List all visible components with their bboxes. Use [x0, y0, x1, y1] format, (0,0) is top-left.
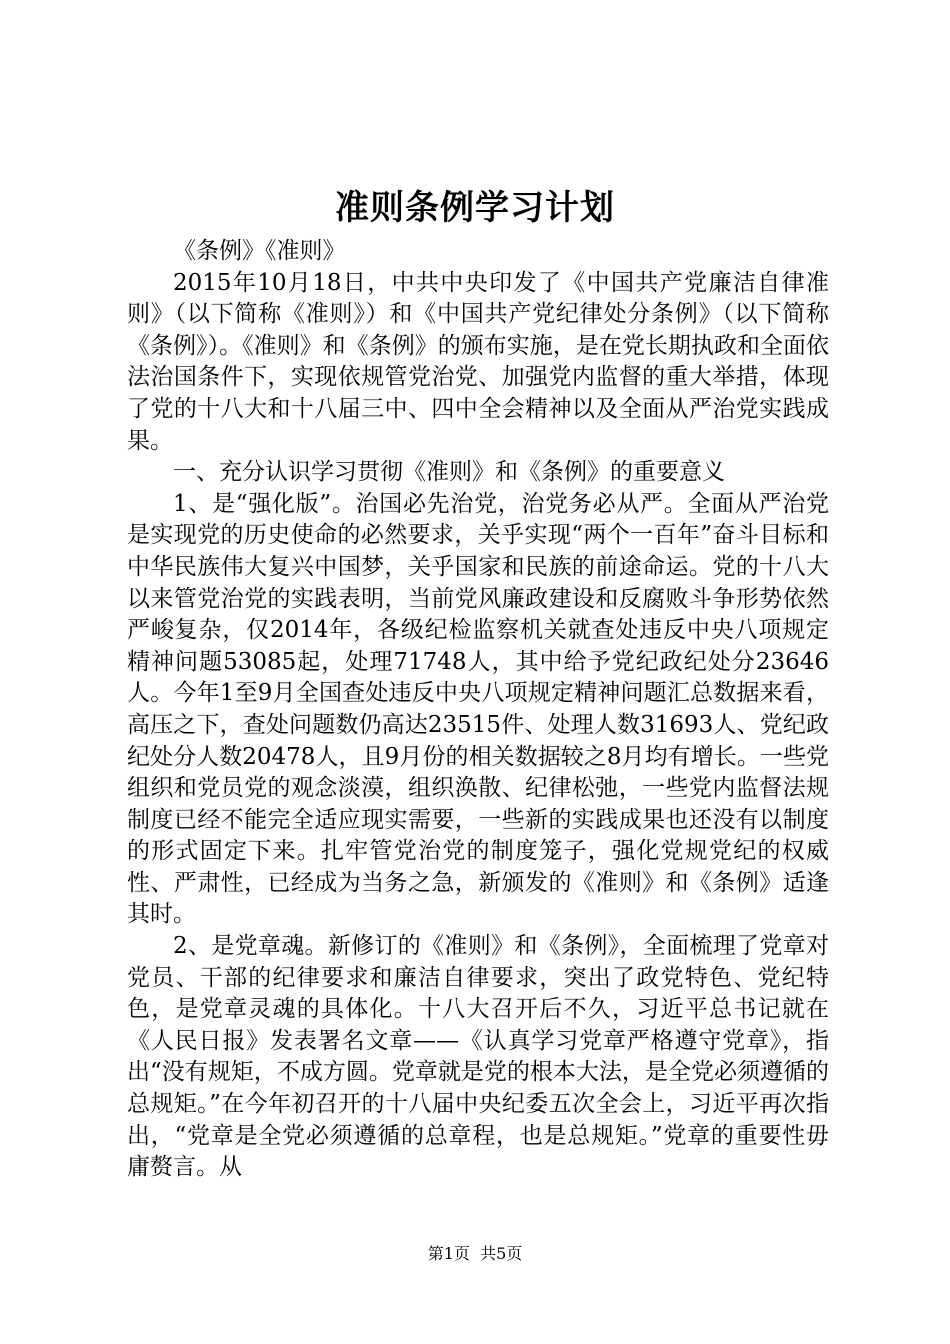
paragraph-point-1: 1、是“强化版”。治国必先治党，治党务必从严。全面从严治党是实现党的历史使命的必然要求，关乎实现“两个一百年”奋斗目标和中华民族伟大复兴中国梦，关乎国家和民族的前途命运。党的十八大以来管党治党的实践表明，当前党风廉政建设和反腐败斗争形势依然严峻复杂，仅2014年，各级纪检监察机关就查处违反中央八项规定精神问题53085起，处理71748人，其中给予党纪政纪处分23646人。今年1至9月全国查处违反中央八项规定精神问题汇总数据来看，高压之下，查处问题数仍高达23515件、处理人数31693人、党纪政纪处分人数20478人，且9月份的相关数据较之8月均有增长。一些党组织和党员党的观念淡漠，组织涣散、纪律松弛，一些党内监督法规制度已经不能完全适应现实需要，一些新的实践成果也还没有以制度的形式固定下来。扎牢管党治党的制度笼子，强化党规党纪的权威性、严肃性，已经成为当务之急，新颁发的《准则》和《条例》适逢其时。 — [127, 490, 829, 928]
page-indicator: 第1页 共5页 — [427, 1244, 523, 1263]
paragraph-point-2: 2、是党章魂。新修订的《准则》和《条例》，全面梳理了党章对党员、干部的纪律要求和廉洁自律要求，突出了政党特色、党纪特色，是党章灵魂的具体化。十八大召开后不久，习近平总书记就在《人民日报》发表署名文章——《认真学习党章严格遵守党章》，指出“没有规矩，不成方圆。党章就是党的根本大法，是全党必须遵循的总规矩。”在今年初召开的十八届中央纪委五次全会上，习近平再次指出，“党章是全党必须遵循的总章程，也是总规矩。”党章的重要性毋庸赘言。从 — [127, 933, 829, 1181]
paragraph-keywords: 《条例》《准则》 — [173, 238, 346, 264]
section-heading-1: 一、充分认识学习贯彻《准则》和《条例》的重要意义 — [173, 459, 725, 486]
document-body — [127, 236, 829, 1184]
paragraph-intro: 2015年10月18日，中共中央印发了《中国共产党廉洁自律准则》（以下简称《准则》）和《中国共产党纪律处分条例》（以下简称《条例》）。《准则》和《条例》的颁布实施，是在党长期执政和全面依法治国条件下，实现依规管党治党、加强党内监督的重大举措，体现了党的十八大和十八届三中、四中全会精神以及全面从严治党实践成果。 — [127, 269, 829, 454]
document-title: 准则条例学习计划 — [335, 188, 615, 228]
